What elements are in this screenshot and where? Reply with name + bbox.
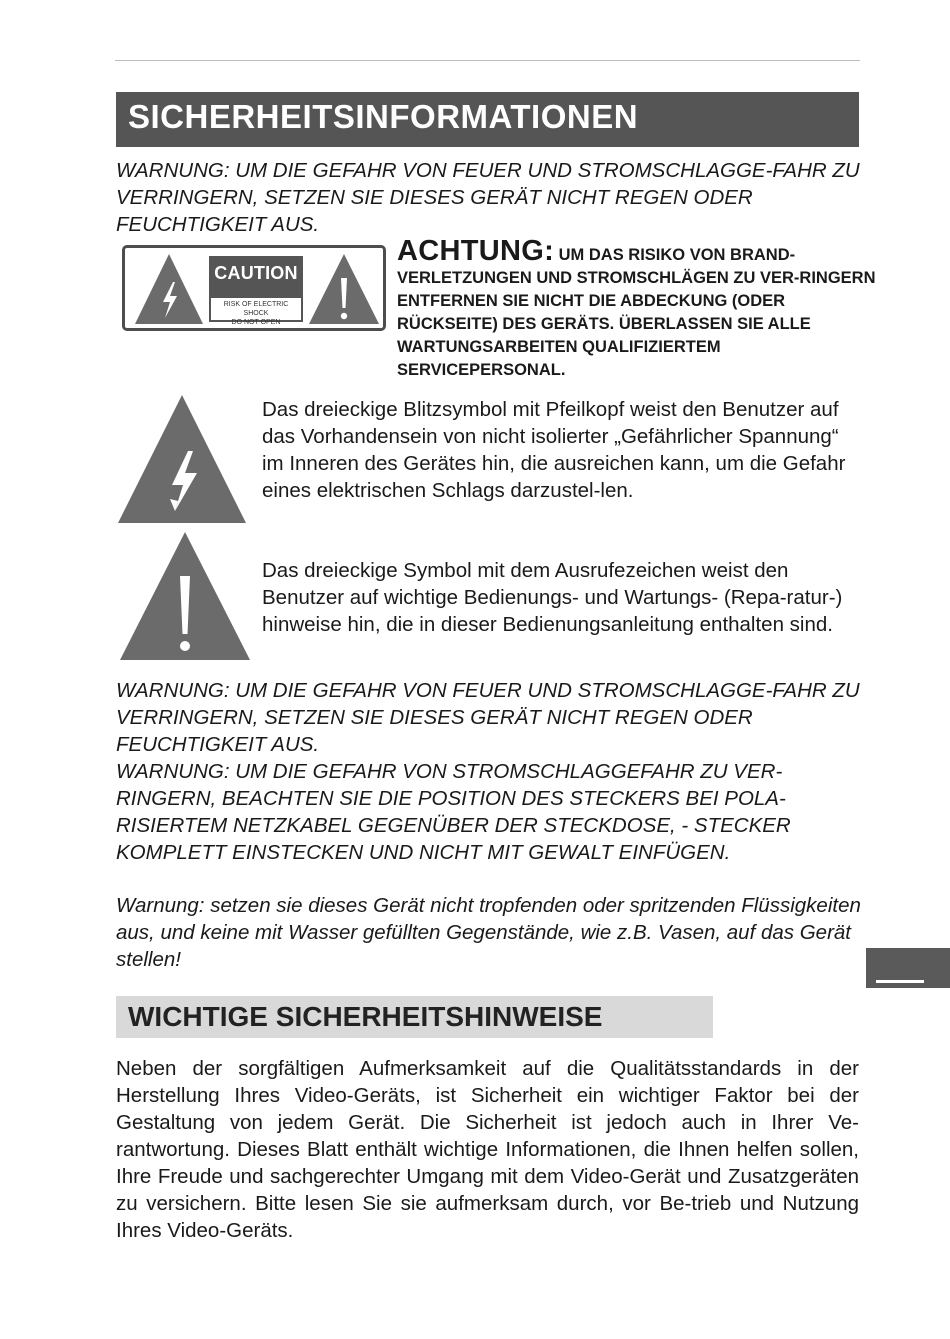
warning-liquids: Warnung: setzen sie dieses Gerät nicht tropfenden oder spritzenden Flüssigkeiten aus, und keine mit Wasser gefüllten Gegenstände, wie z.B. Vasen, auf das Gerät stellen! [116,894,861,971]
achtung-word: ACHTUNG: [397,235,555,267]
lightning-symbol-text: Das dreieckige Blitzsymbol mit Pfeilkopf weist den Benutzer auf das Vorhandensein von nicht isolierter „Gefährlicher Spannung“ im Inneren des Gerätes hin, die ausreichen kann, um die Gefahr eines elektrischen Schlags darzustel-len. [262,398,846,502]
body-paragraph: Neben der sorgfältigen Aufmerksamkeit auf die Qualitätsstandards in der Herstellung Ihres Video-Geräts, ist Sicherheit ein wichtiger Faktor bei der Gestaltung von jedem Gerät. Die Sicherheit ist jedoch auch in Ihrer Ve-rantwortung. Dieses Blatt enthält wichtige Informationen, die Ihnen helfen sollen, Ihre Freude und sachgerechter Umgang mit dem Video-Gerät und Zusatzgeräten zu versichern. Bitte lesen Sie sie aufmerksam durch, vor Be-trieb und Nutzung Ihres Video-Geräts. [116,1057,859,1242]
exclamation-triangle-icon [118,530,252,662]
lightning-triangle-icon [116,393,248,525]
side-tab-marker [866,948,950,988]
achtung-text: UM DAS RISIKO VON BRAND-VERLETZUNGEN UND STROMSCHLÄGEN ZU VER-RINGERN ENTFERNEN SIE NICHT DIE ABDECKUNG (ODER RÜCKSEITE) DES GERÄTS. ÜBERLASSEN SIE ALLE WARTUNGSARBEITEN QUALIFIZIERTEM SERVICEPERSONAL. [397,246,876,379]
caution-line-2: DO NOT OPEN [231,319,281,326]
warning-fire-shock-repeat: WARNUNG: UM DIE GEFAHR VON FEUER UND STROMSCHLAGGE-FAHR ZU VERRINGERN, SETZEN SIE DIESES GERÄT NICHT REGEN ODER FEUCHTIGKEIT AUS. [116,679,860,756]
warning-fire-shock: WARNUNG: UM DIE GEFAHR VON FEUER UND STROMSCHLAGGE-FAHR ZU VERRINGERN, SETZEN SIE DIESES GERÄT NICHT REGEN ODER FEUCHTIGKEIT AUS. [116,159,860,236]
caution-label [122,245,386,331]
caution-center-panel [209,256,303,326]
caution-small-print [211,298,301,326]
exclamation-symbol-text: Das dreieckige Symbol mit dem Ausrufezeichen weist den Benutzer auf wichtige Bedienungs- und Wartungs- (Repa-ratur-) hinweise hin, die in dieser Bedienungsanleitung enthalten sind. [262,559,843,636]
top-divider [115,60,860,61]
section-title: WICHTIGE SICHERHEITSHINWEISE [116,996,713,1038]
lightning-triangle-icon [133,252,205,326]
side-tab-line [876,980,924,983]
caution-word: CAUTION [214,263,298,283]
warning-plug-polarity: WARNUNG: UM DIE GEFAHR VON STROMSCHLAGGEFAHR ZU VER-RINGERN, BEACHTEN SIE DIE POSITION DES STECKERS BEI POLA-RISIERTEM NETZKABEL GEGENÜBER DER STECKDOSE, - STECKER KOMPLETT EINSTECKEN UND NICHT MIT GEWALT EINFÜGEN. [116,760,791,864]
exclamation-triangle-icon [307,252,381,326]
page-title: SICHERHEITSINFORMATIONEN [116,92,859,147]
caution-line-1: RISK OF ELECTRIC SHOCK [223,301,289,317]
achtung-notice [397,235,877,382]
